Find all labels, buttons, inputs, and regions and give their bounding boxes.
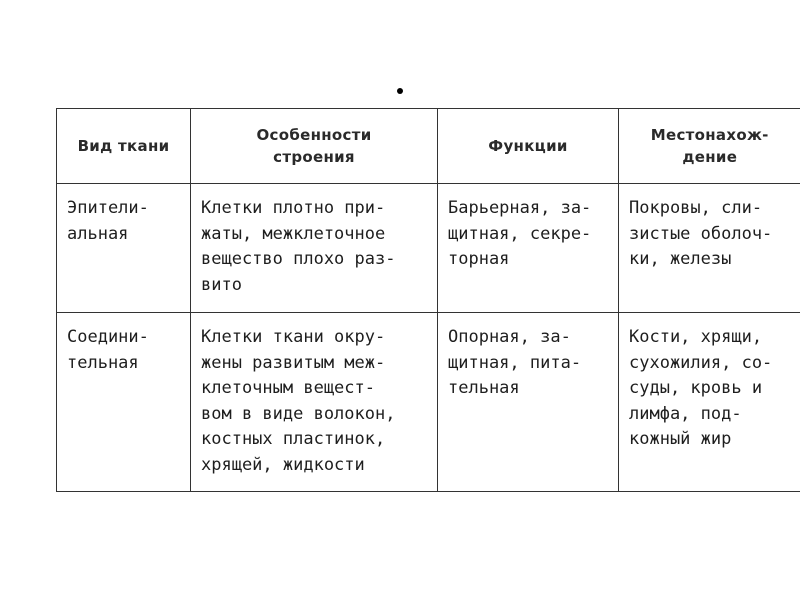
header-structure: Особенности строения: [191, 109, 438, 184]
header-tissue-type: Вид ткани: [57, 109, 191, 184]
cell-tissue-type: Соедини- тельная: [57, 313, 191, 492]
table-row: [57, 184, 800, 313]
cell-tissue-type: Эпители- альная: [57, 184, 191, 313]
bullet-point: [397, 88, 403, 94]
table-row: [57, 313, 800, 492]
cell-functions: Барьерная, за- щитная, секре- торная: [438, 184, 619, 313]
header-functions: Функции: [438, 109, 619, 184]
tissue-table: [56, 108, 800, 492]
cell-structure: Клетки ткани окру- жены развитым меж- клеточным вещест- вом в виде волокон, костных пластинок, хрящей, жидкости: [191, 313, 438, 492]
cell-functions: Опорная, за- щитная, пита- тельная: [438, 313, 619, 492]
cell-structure: Клетки плотно при- жаты, межклеточное вещество плохо раз- вито: [191, 184, 438, 313]
cell-location: Кости, хрящи, сухожилия, со- суды, кровь и лимфа, под- кожный жир: [619, 313, 800, 492]
table-header-row: [57, 109, 800, 184]
header-location: Местонахож- дение: [619, 109, 800, 184]
cell-location: Покровы, сли- зистые оболоч- ки, железы: [619, 184, 800, 313]
